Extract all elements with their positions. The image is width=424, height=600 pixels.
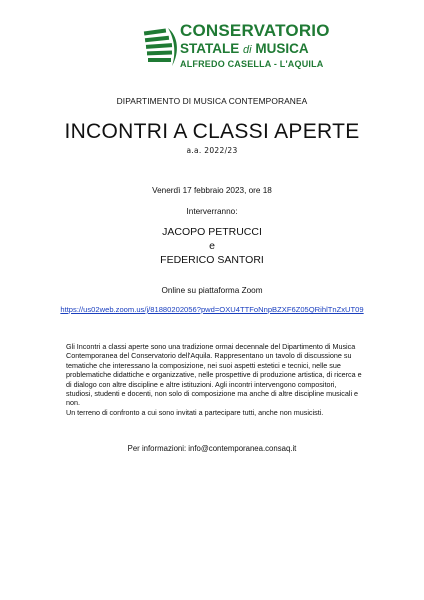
description-block	[66, 342, 362, 417]
department-heading: DIPARTIMENTO DI MUSICA CONTEMPORANEA	[116, 96, 308, 106]
contact-info: Per informazioni: info@contemporanea.consaq.it	[127, 444, 297, 453]
leaf-emblem-icon	[142, 26, 182, 68]
zoom-link[interactable]: https://us02web.zoom.us/j/81880202056?pwd=OXU4TTFoNnpBZXF6Z05QRihlTnZxUT09	[60, 305, 364, 314]
invitation-paragraph: Un terreno di confronto a cui sono invitati a partecipare tutti, anche non musicisti.	[66, 407, 324, 417]
event-date: Venerdì 17 febbraio 2023, ore 18	[152, 186, 272, 195]
page-title: INCONTRI A CLASSI APERTE	[64, 120, 360, 143]
logo-line1: CONSERVATORIO	[180, 21, 330, 40]
conservatorio-logo	[142, 21, 330, 78]
logo-wordmark	[180, 22, 330, 69]
logo-line3: ALFREDO CASELLA - L'AQUILA	[180, 59, 324, 69]
logo-line2: STATALE di MUSICA	[180, 41, 309, 56]
speaker-name: FEDERICO SANTORI	[160, 254, 264, 266]
academic-year: a.a. 2022/23	[186, 146, 238, 155]
conjunction: e	[209, 240, 215, 252]
platform-note: Online su piattaforma Zoom	[161, 286, 263, 295]
description-paragraph: Gli Incontri a classi aperte sono una tradizione ormai decennale del Dipartimento di Musica Contemporanea del Conservatorio dell'Aquila. Rappresentano un tavolo di discussione su tematiche che interessano la composizione, nei suoi aspetti estetici e tecnici, nelle sue problematiche didattiche e organizzative, nelle prospettive di produzione artistica, di ricerca e di dialogo con altre discipline e altre istituzioni. Agli incontri intervengono compositori, studiosi, studenti e docenti, non solo di composizione ma anche di altre discipline musicali e non.	[66, 342, 362, 408]
speakers-intro: Interverranno:	[186, 207, 238, 216]
speaker-name: JACOPO PETRUCCI	[162, 226, 262, 238]
